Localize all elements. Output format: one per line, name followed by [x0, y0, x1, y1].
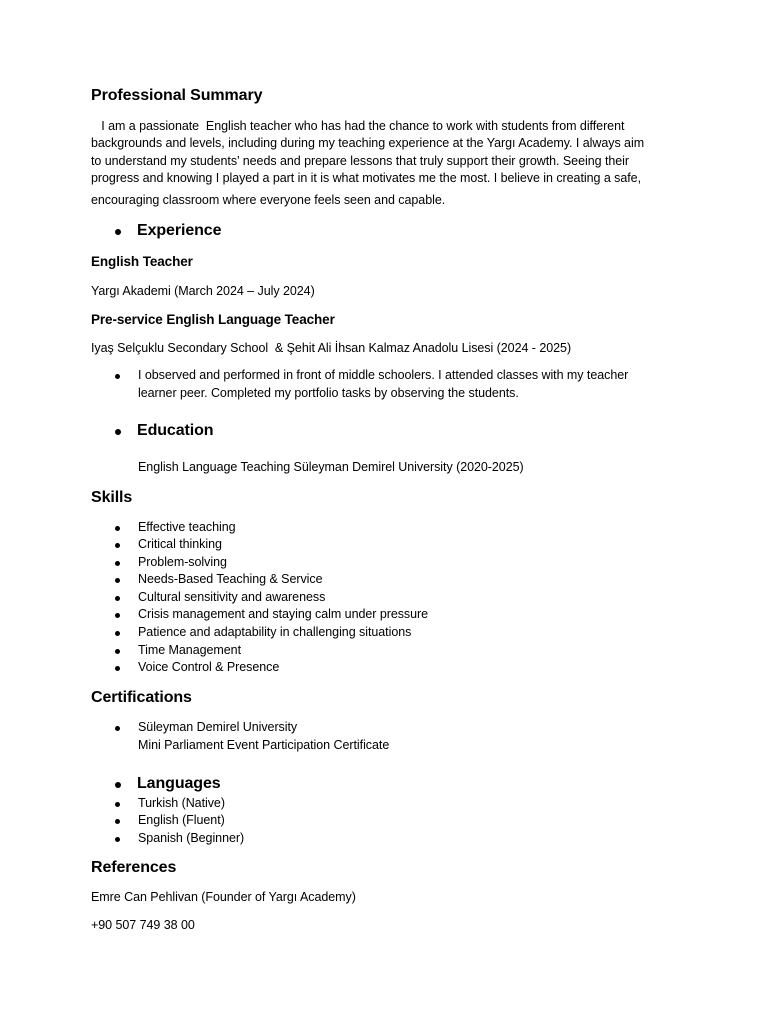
certifications-heading: Certifications	[91, 689, 192, 706]
certificate-issuer: Süleyman Demirel University	[138, 720, 298, 734]
job-org: Iyaş Selçuklu Secondary School & Şehit Ali İhsan Kalmaz Anadolu Lisesi (2024 - 2025)	[91, 341, 572, 355]
job-org: Yargı Akademi (March 2024 – July 2024)	[91, 284, 315, 298]
summary-line: I am a passionate English teacher who has had the chance to work with students from different	[91, 119, 625, 133]
certificate-name: Mini Parliament Event Participation Certificate	[138, 738, 390, 752]
references-heading: References	[91, 859, 177, 876]
skill-item: Crisis management and staying calm under pressure	[138, 607, 429, 621]
summary-heading: Professional Summary	[91, 87, 263, 104]
bullet-icon	[115, 782, 121, 788]
skill-item: Problem-solving	[138, 555, 227, 569]
reference-phone: +90 507 749 38 00	[91, 918, 195, 932]
bullet-icon	[115, 596, 120, 601]
bullet-icon	[115, 649, 120, 654]
education-heading: Education	[137, 422, 214, 439]
job-detail-line: I observed and performed in front of middle schoolers. I attended classes with my teacher	[138, 368, 629, 382]
skill-item: Cultural sensitivity and awareness	[138, 590, 326, 604]
bullet-icon	[115, 561, 120, 566]
bullet-icon	[115, 666, 120, 671]
skill-item: Effective teaching	[138, 520, 236, 534]
experience-heading: Experience	[137, 222, 222, 239]
skill-item: Voice Control & Presence	[138, 660, 280, 674]
bullet-icon	[115, 543, 120, 548]
bullet-icon	[115, 578, 120, 583]
skill-item: Time Management	[138, 643, 241, 657]
bullet-icon	[115, 726, 120, 731]
bullet-icon	[115, 802, 120, 807]
job-detail-line: learner peer. Completed my portfolio tasks by observing the students.	[138, 386, 519, 400]
bullet-icon	[115, 229, 121, 235]
summary-line: to understand my students’ needs and prepare lessons that truly support their growth. Seeing their	[91, 154, 630, 168]
summary-line: backgrounds and levels, including during my teaching experience at the Yargı Academy. I always aim	[91, 136, 645, 150]
job-title: English Teacher	[91, 254, 193, 269]
language-item: Spanish (Beginner)	[138, 831, 245, 845]
bullet-icon	[115, 819, 120, 824]
bullet-icon	[115, 631, 120, 636]
bullet-icon	[115, 526, 120, 531]
skills-heading: Skills	[91, 489, 133, 506]
bullet-icon	[115, 837, 120, 842]
languages-heading: Languages	[137, 775, 221, 792]
education-entry: English Language Teaching Süleyman Demirel University (2020-2025)	[138, 460, 524, 474]
skill-item: Needs-Based Teaching & Service	[138, 572, 323, 586]
language-item: Turkish (Native)	[138, 796, 225, 810]
bullet-icon	[115, 374, 120, 379]
language-item: English (Fluent)	[138, 813, 225, 827]
skill-item: Critical thinking	[138, 537, 222, 551]
bullet-icon	[115, 429, 121, 435]
bullet-icon	[115, 613, 120, 618]
job-title: Pre-service English Language Teacher	[91, 312, 335, 327]
summary-line: encouraging classroom where everyone feels seen and capable.	[91, 193, 446, 207]
summary-line: progress and knowing I played a part in it is what motivates me the most. I believe in creating a safe,	[91, 171, 641, 185]
skill-item: Patience and adaptability in challenging situations	[138, 625, 412, 639]
reference-name: Emre Can Pehlivan (Founder of Yargı Academy)	[91, 890, 356, 904]
